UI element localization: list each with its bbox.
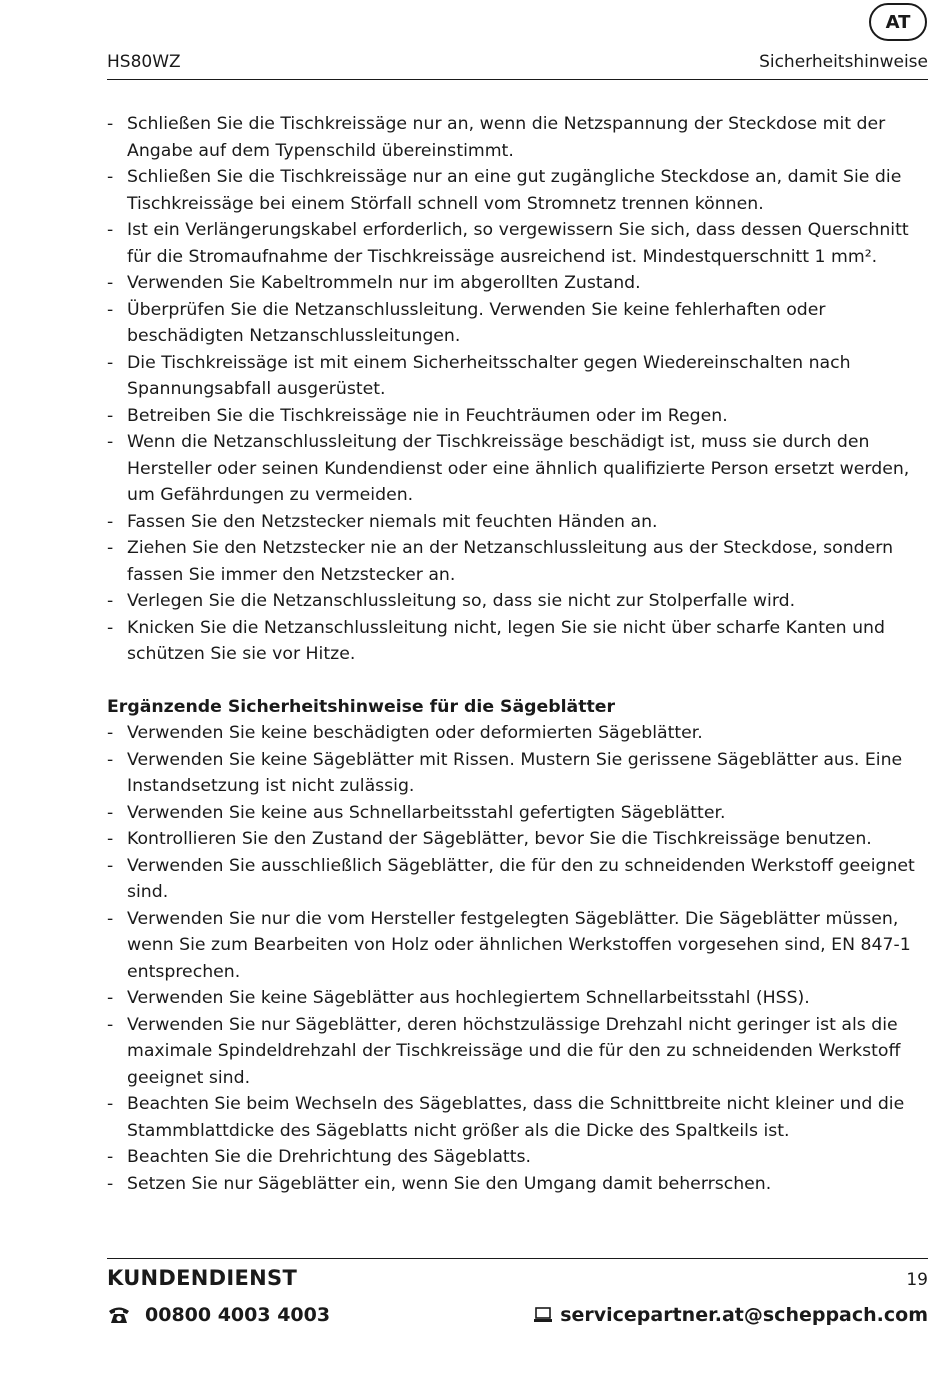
safety-item-text: - Schließen Sie die Tischkreissäge nur an eine gut zugängliche Steckdose an, damit Sie die Tischkreissäge bei einem Störfall schnell vom Stromnetz trennen können. [127, 167, 902, 214]
saw-blade-item-text: - Verwenden Sie ausschließlich Sägeblätter, die für den zu schneidenden Werkstoff geeignet sind. [127, 855, 915, 902]
saw-blade-item [107, 1171, 929, 1198]
safety-item-text: - Die Tischkreissäge ist mit einem Sicherheitsschalter gegen Wiedereinschalten nach Spannungsabfall ausgerüstet. [127, 352, 851, 399]
saw-blade-item-text: - Beachten Sie die Drehrichtung des Sägeblatts. [127, 1147, 531, 1167]
safety-item-text: - Schließen Sie die Tischkreissäge nur an, wenn die Netzspannung der Steckdose mit der Angabe auf dem Typenschild übereinstimmt. [127, 114, 886, 161]
safety-list-electrical [107, 111, 929, 668]
saw-blade-item [107, 826, 929, 853]
safety-item-text: - Ist ein Verlängerungskabel erforderlich, so vergewissern Sie sich, dass dessen Querschnitt für die Stromaufnahme der Tischkreissäge ausreichend ist. Mindestquerschnitt 1 mm². [127, 220, 909, 267]
telephone-icon [107, 1305, 131, 1325]
email-address: servicepartner.at@scheppach.com [560, 1304, 928, 1326]
saw-blade-item-text: - Verwenden Sie nur die vom Hersteller festgelegten Sägeblätter. Die Sägeblätter müssen, wenn Sie zum Bearbeiten von Holz oder ähnlichen Werkstoffen vorgesehen sind, EN 847-1 entsprechen. [127, 908, 911, 982]
content-area [107, 111, 929, 1197]
safety-item-text: - Ziehen Sie den Netzstecker nie an der Netzanschlussleitung aus der Steckdose, sondern fassen Sie immer den Netzstecker an. [127, 538, 894, 585]
page-number: 19 [906, 1270, 928, 1290]
safety-item [107, 111, 929, 164]
footer-title: KUNDENDIENST [107, 1266, 298, 1290]
model-name: HS80WZ [107, 52, 181, 72]
saw-blade-item [107, 747, 929, 800]
saw-blade-item [107, 800, 929, 827]
saw-blade-item [107, 906, 929, 986]
saw-blade-item-text: - Setzen Sie nur Sägeblätter ein, wenn Sie den Umgang damit beherrschen. [127, 1173, 772, 1194]
safety-item [107, 429, 929, 509]
safety-item [107, 615, 929, 668]
safety-item [107, 588, 929, 615]
saw-blade-item-text: - Beachten Sie beim Wechseln des Sägeblattes, dass die Schnittbreite nicht kleiner und die Stammblattdicke des Sägeblatts nicht größer als die Dicke des Spaltkeils ist. [127, 1094, 905, 1141]
saw-blade-item [107, 1144, 929, 1171]
safety-item [107, 350, 929, 403]
saw-blade-item [107, 985, 929, 1012]
footer-phone [107, 1304, 330, 1326]
safety-item [107, 403, 929, 430]
saw-blade-item-text: - Verwenden Sie keine beschädigten oder deformierten Sägeblätter. [127, 723, 703, 743]
safety-item [107, 297, 929, 350]
saw-blade-item [107, 853, 929, 906]
saw-blade-item [107, 1012, 929, 1092]
header-divider [107, 79, 928, 80]
safety-item-text: - Verlegen Sie die Netzanschlussleitung so, dass sie nicht zur Stolperfalle wird. [127, 591, 796, 611]
safety-item [107, 270, 929, 297]
saw-blade-item-text: - Verwenden Sie keine Sägeblätter aus hochlegiertem Schnellarbeitsstahl (HSS). [127, 988, 810, 1008]
safety-item-text: - Überprüfen Sie die Netzanschlussleitung. Verwenden Sie keine fehlerhaften oder beschädigten Netzanschlussleitungen. [127, 299, 826, 346]
safety-item-text: - Betreiben Sie die Tischkreissäge nie in Feuchträumen oder im Regen. [127, 405, 728, 426]
safety-item-text: - Wenn die Netzanschlussleitung der Tischkreissäge beschädigt ist, muss sie durch den Hersteller oder seinen Kundendienst oder eine ähnlich qualifizierte Person ersetzt werden, um Gefährdungen zu vermeiden. [127, 432, 910, 505]
saw-blade-item-text: - Verwenden Sie keine Sägeblätter mit Rissen. Mustern Sie gerissene Sägeblätter aus. Eine Instandsetzung ist nicht zulässig. [127, 749, 903, 796]
saw-blade-item [107, 720, 929, 747]
safety-item-text: - Verwenden Sie Kabeltrommeln nur im abgerollten Zustand. [127, 273, 641, 293]
country-code: AT [885, 11, 911, 33]
section-heading: Ergänzende Sicherheitshinweise für die Sägeblätter [107, 696, 615, 717]
safety-item [107, 164, 929, 217]
phone-number: 00800 4003 4003 [145, 1304, 331, 1326]
saw-blade-item-text: - Kontrollieren Sie den Zustand der Sägeblätter, bevor Sie die Tischkreissäge benutzen. [127, 829, 872, 849]
footer-email [532, 1304, 928, 1326]
computer-icon [532, 1305, 554, 1325]
country-badge [869, 3, 927, 41]
footer-divider [107, 1258, 928, 1259]
safety-item-text: - Fassen Sie den Netzstecker niemals mit feuchten Händen an. [127, 511, 658, 532]
section-title: Sicherheitshinweise [759, 52, 928, 72]
saw-blade-item [107, 1091, 929, 1144]
safety-item-text: - Knicken Sie die Netzanschlussleitung nicht, legen Sie sie nicht über scharfe Kanten und schützen Sie sie vor Hitze. [127, 617, 885, 664]
safety-item [107, 535, 929, 588]
safety-item [107, 217, 929, 270]
saw-blade-item-text: - Verwenden Sie nur Sägeblätter, deren höchstzulässige Drehzahl nicht geringer ist als die maximale Spindeldrehzahl der Tischkreissäge und die für den zu schneidenden Werkstoff geeignet sind. [127, 1014, 901, 1088]
safety-list-saw-blades [107, 720, 929, 1197]
saw-blade-item-text: - Verwenden Sie keine aus Schnellarbeitsstahl gefertigten Sägeblätter. [127, 802, 726, 823]
safety-item [107, 509, 929, 536]
